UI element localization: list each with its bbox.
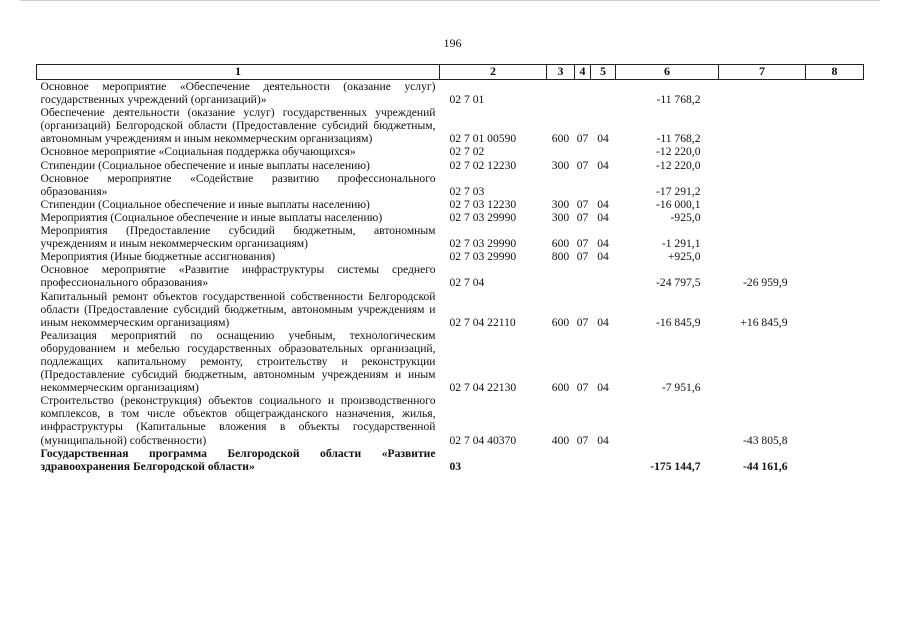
row-section: 07: [576, 197, 589, 211]
row-subsection: 04: [597, 210, 609, 224]
row-subsection: 04: [597, 237, 609, 251]
row-description: Обеспечение деятельности (оказание услуг) государственных учреждений (организаций) Белгородской области (Предоставление субсидий бюджетным, автономным учреждениям и иным некоммерческим организациям): [40, 106, 436, 146]
row-amount-col8: [806, 159, 864, 172]
table-row: [37, 211, 864, 224]
row-description: Стипендии (Социальное обеспечение и иные выплаты населению): [40, 197, 370, 211]
row-amount-col7: [719, 211, 806, 224]
row-description: Государственная программа Белгородской области «Развитие здравоохранения Белгородской области»: [40, 446, 436, 473]
row-expense-type: [547, 145, 575, 158]
scan-top-edge: [20, 0, 880, 1]
column-header-3: 3: [547, 65, 575, 80]
row-amount-col8: [806, 80, 864, 107]
row-subsection: [591, 172, 616, 198]
row-description: Мероприятия (Социальное обеспечение и иные выплаты населению): [40, 210, 383, 224]
row-section: [575, 447, 591, 473]
budget-table: [36, 64, 864, 473]
row-expense-type: 800: [551, 250, 570, 264]
row-code: 02 7 02: [449, 145, 485, 159]
row-section: 07: [576, 210, 589, 224]
row-expense-type: 600: [551, 315, 570, 329]
row-amount-col8: [806, 329, 864, 394]
column-header-1: 1: [37, 65, 440, 80]
row-section: [575, 145, 591, 158]
row-amount-col8: [806, 263, 864, 289]
column-header-4: 4: [575, 65, 591, 80]
row-amount-col7: -43 805,8: [743, 433, 788, 447]
row-amount-col8: [806, 224, 864, 250]
row-description: Стипендии (Социальное обеспечение и иные выплаты населению): [40, 158, 370, 172]
row-code: 02 7 03 29990: [449, 237, 517, 251]
row-expense-type: 600: [551, 132, 570, 146]
table-row: [37, 290, 864, 329]
row-amount-col6: [616, 394, 719, 446]
row-code: 02 7 04 22130: [449, 381, 517, 395]
table-row: [37, 263, 864, 289]
row-code: 02 7 04 22110: [449, 315, 516, 329]
row-code: 02 7 03: [449, 184, 485, 198]
row-section: [575, 263, 591, 289]
row-description: Основное мероприятие «Развитие инфраструктуры системы среднего профессионального образования»: [40, 263, 436, 290]
row-expense-type: [547, 263, 575, 289]
row-section: 07: [576, 250, 589, 264]
row-amount-col6: -1 291,1: [661, 237, 701, 251]
row-amount-col6: -17 291,2: [656, 184, 701, 198]
page-number: 196: [443, 36, 462, 50]
row-code: 02 7 03 29990: [449, 210, 517, 224]
row-amount-col8: [806, 198, 864, 211]
row-description: Строительство (реконструкция) объектов социального и производственного комплексов, в том числе объектов общегражданского назначения, жилья, инфраструктуры (Капитальные вложения в объекты государственной (муниципальной) собственности): [40, 394, 436, 447]
row-amount-col7: [719, 198, 806, 211]
column-header-8: 8: [806, 65, 864, 80]
row-amount-col6: -16 000,1: [656, 197, 701, 211]
row-amount-col6: -12 220,0: [656, 145, 701, 159]
row-amount-col7: [719, 250, 806, 263]
row-subsection: [591, 80, 616, 107]
row-amount-col6: -24 797,5: [656, 276, 701, 290]
row-description: Основное мероприятие «Содействие развитию профессионального образования»: [40, 171, 436, 198]
table-row: [37, 250, 864, 263]
row-amount-col7: [719, 159, 806, 172]
row-amount-col6: -12 220,0: [656, 158, 701, 172]
row-expense-type: [547, 80, 575, 107]
row-amount-col6: -175 144,7: [650, 459, 701, 473]
table-row: [37, 224, 864, 250]
column-header-7: 7: [719, 65, 806, 80]
row-expense-type: 300: [551, 197, 570, 211]
row-amount-col6: -7 951,6: [661, 381, 701, 395]
table-header: [37, 65, 864, 80]
column-header-2: 2: [440, 65, 547, 80]
row-amount-col7: [719, 329, 806, 394]
row-code: 02 7 02 12230: [449, 158, 517, 172]
row-description: Капитальный ремонт объектов государственной собственности Белгородской области (Предоставление субсидий бюджетным, автономным учреждениям и иным некоммерческим организациям): [40, 289, 436, 329]
table-row: [37, 159, 864, 172]
row-expense-type: 600: [551, 237, 570, 251]
table-row: [37, 198, 864, 211]
row-subsection: 04: [597, 315, 609, 329]
row-expense-type: 300: [551, 158, 570, 172]
table-row: [37, 329, 864, 394]
row-amount-col8: [806, 172, 864, 198]
row-subsection: [591, 263, 616, 289]
row-description: Мероприятия (Предоставление субсидий бюджетным, автономным учреждениям и иным некоммерческим организациям): [40, 224, 436, 251]
row-section: 07: [576, 132, 589, 146]
row-section: 07: [576, 237, 589, 251]
table-row: [37, 106, 864, 145]
table-row: [37, 145, 864, 158]
column-header-6: 6: [616, 65, 719, 80]
row-section: 07: [576, 315, 589, 329]
row-amount-col8: [806, 447, 864, 473]
row-amount-col8: [806, 250, 864, 263]
row-amount-col7: [719, 145, 806, 158]
row-subsection: 04: [597, 132, 609, 146]
row-expense-type: 600: [551, 381, 570, 395]
row-subsection: [591, 145, 616, 158]
row-amount-col7: -26 959,9: [743, 276, 788, 290]
row-subsection: 04: [597, 433, 609, 447]
row-expense-type: 300: [551, 210, 570, 224]
row-section: [575, 172, 591, 198]
row-amount-col6: +925,0: [667, 250, 701, 264]
row-amount-col8: [806, 290, 864, 329]
row-description: Основное мероприятие «Обеспечение деятельности (оказание услуг) государственных учреждений (организаций)»: [40, 80, 436, 107]
row-subsection: 04: [597, 158, 609, 172]
table-row: [37, 447, 864, 473]
row-subsection: 04: [597, 381, 609, 395]
row-amount-col8: [806, 145, 864, 158]
row-code: 02 7 03 29990: [449, 250, 517, 264]
row-amount-col7: [719, 106, 806, 145]
row-amount-col7: [719, 224, 806, 250]
table-row: [37, 394, 864, 446]
row-subsection: 04: [597, 250, 609, 264]
row-expense-type: [547, 447, 575, 473]
row-amount-col6: -925,0: [670, 210, 701, 224]
row-section: 07: [576, 433, 589, 447]
row-section: 07: [576, 381, 589, 395]
row-amount-col6: -11 768,2: [656, 93, 701, 107]
table-row: [37, 80, 864, 107]
row-code: 03: [449, 459, 462, 473]
row-code: 02 7 04: [449, 276, 485, 290]
row-amount-col8: [806, 394, 864, 446]
table-body: [37, 80, 864, 473]
row-description: Основное мероприятие «Социальная поддержка обучающихся»: [40, 145, 356, 159]
row-subsection: [591, 447, 616, 473]
row-amount-col7: +16 845,9: [740, 315, 788, 329]
row-amount-col6: -16 845,9: [656, 315, 701, 329]
row-code: 02 7 01: [449, 93, 485, 107]
row-amount-col8: [806, 211, 864, 224]
row-code: 02 7 03 12230: [449, 197, 517, 211]
row-code: 02 7 04 40370: [449, 433, 517, 447]
row-description: Реализация мероприятий по оснащению учебным, технологическим оборудованием и мебелью государственных образовательных организаций, подлежащих капитальному ремонту, строительству и реконструкции (Предоставление субсидий бюджетным, автономным учреждениям и иным некоммерческим организациям): [40, 328, 436, 395]
row-description: Мероприятия (Иные бюджетные ассигнования): [40, 250, 276, 264]
row-amount-col8: [806, 106, 864, 145]
column-header-5: 5: [591, 65, 616, 80]
row-amount-col6: -11 768,2: [656, 132, 701, 146]
row-section: 07: [576, 158, 589, 172]
row-expense-type: 400: [551, 433, 570, 447]
table-row: [37, 172, 864, 198]
row-expense-type: [547, 172, 575, 198]
row-subsection: 04: [597, 197, 609, 211]
row-amount-col7: [719, 172, 806, 198]
row-code: 02 7 01 00590: [449, 132, 517, 146]
row-amount-col7: [719, 80, 806, 107]
row-section: [575, 80, 591, 107]
row-amount-col7: -44 161,6: [743, 459, 788, 473]
